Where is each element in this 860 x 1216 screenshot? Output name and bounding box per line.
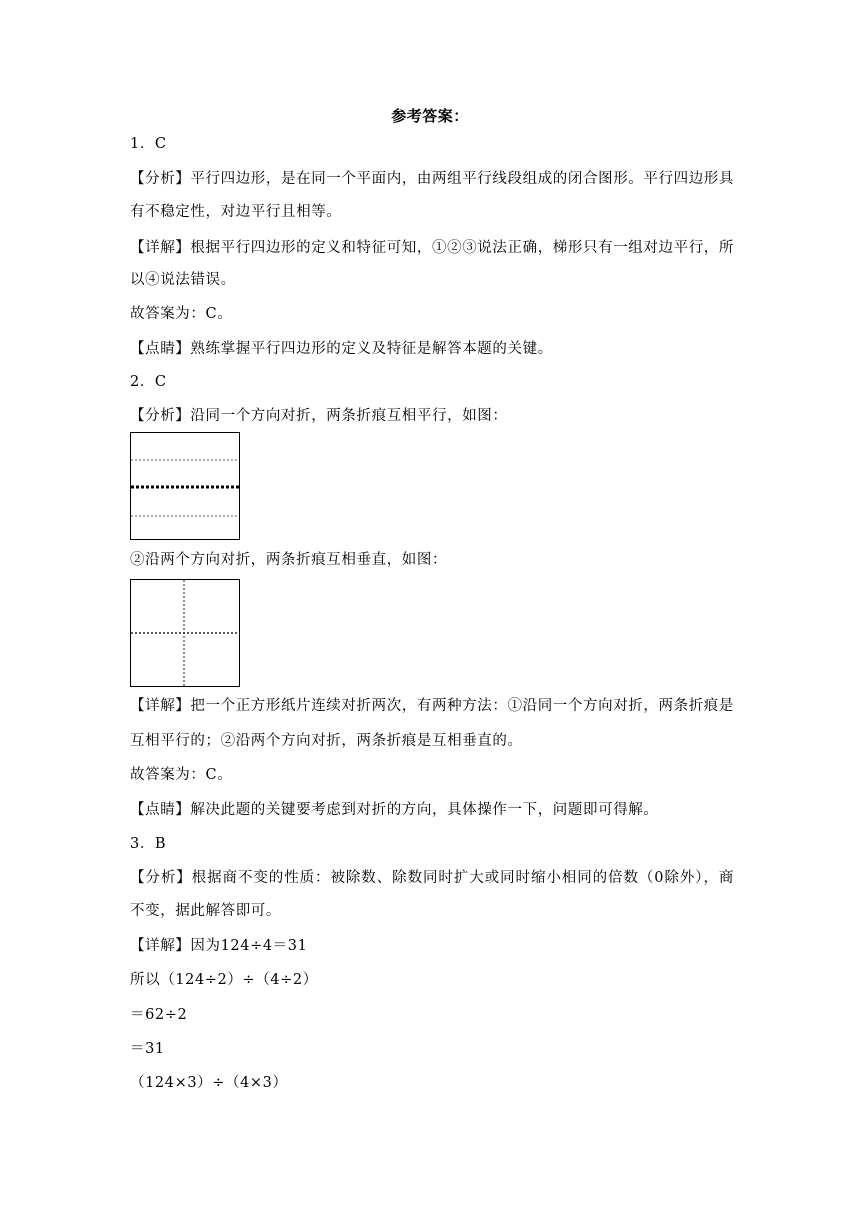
q1-detail-line-1: 【详解】根据平行四边形的定义和特征可知，①②③说法正确，梯形只有一组对边平行，所	[130, 240, 734, 256]
parallel-fold-diagram	[130, 432, 240, 540]
q2-analysis-line-2: ②沿两个方向对折，两条折痕互相垂直，如图：	[130, 552, 448, 568]
q3-detail-line-5: （124×3）÷（4×3）	[130, 1075, 288, 1091]
q1-analysis-line-1: 【分析】平行四边形，是在同一个平面内，由两组平行线段组成的闭合图形。平行四边形具	[130, 171, 734, 187]
q2-detail-line-1: 【详解】把一个正方形纸片连续对折两次，有两种方法：①沿同一个方向对折，两条折痕是	[130, 698, 734, 714]
q3-analysis-line-2: 不变，据此解答即可。	[130, 903, 281, 919]
q3-detail-line-1: 【详解】因为124÷4＝31	[130, 938, 308, 954]
q1-tip: 【点睛】熟练掌握平行四边形的定义及特征是解答本题的关键。	[130, 341, 553, 357]
q1-answer: 故答案为：C。	[130, 306, 233, 322]
q1-detail-line-2: 以④说法错误。	[130, 272, 236, 288]
perpendicular-fold-figure	[130, 579, 240, 687]
q2-number: 2．C	[130, 374, 167, 390]
parallel-fold-figure	[130, 432, 240, 540]
perpendicular-fold-diagram	[130, 579, 240, 687]
q1-number: 1．C	[130, 136, 167, 152]
q3-number: 3．B	[130, 836, 167, 852]
q2-tip: 【点睛】解决此题的关键要考虑到对折的方向，具体操作一下，问题即可得解。	[130, 802, 659, 818]
q3-detail-line-4: ＝31	[130, 1041, 165, 1057]
page-title: 参考答案：	[391, 107, 469, 125]
q1-analysis-line-2: 有不稳定性，对边平行且相等。	[130, 204, 342, 220]
q3-detail-line-3: ＝62÷2	[130, 1007, 188, 1023]
q3-detail-line-2: 所以（124÷2）÷（4÷2）	[130, 972, 318, 988]
q2-detail-line-2: 互相平行的；②沿两个方向对折，两条折痕是互相垂直的。	[130, 733, 523, 749]
q2-answer: 故答案为：C。	[130, 767, 233, 783]
q3-analysis-line-1: 【分析】根据商不变的性质：被除数、除数同时扩大或同时缩小相同的倍数（0除外），商	[130, 870, 734, 886]
q2-analysis-line-1: 【分析】沿同一个方向对折，两条折痕互相平行，如图：	[130, 408, 508, 424]
